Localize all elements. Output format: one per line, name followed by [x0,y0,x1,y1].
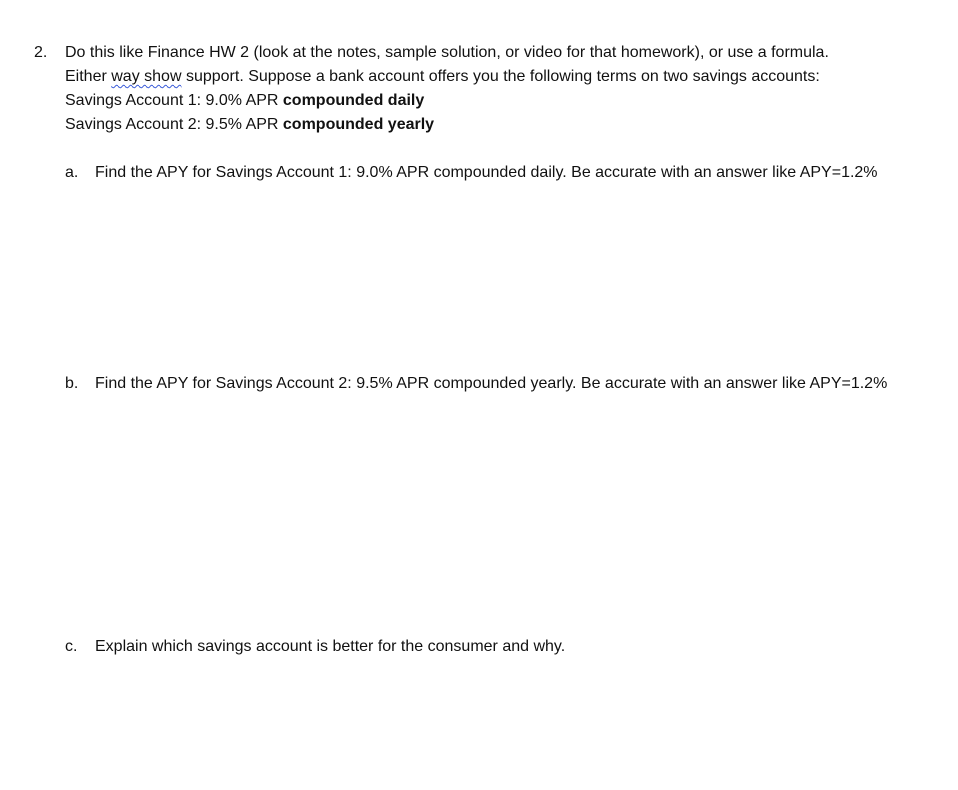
part-c-text: Explain which savings account is better for the consumer and why. [95,638,566,655]
account-1-terms [65,89,945,113]
part-a [65,161,878,185]
account-2-terms [65,113,945,137]
intro-line-2-end: support. Suppose a bank account offers you the following terms on two savings accounts: [181,68,820,85]
account-2-compounding: compounded yearly [282,116,435,133]
part-b-text: Find the APY for Savings Account 2: 9.5% APR compounded yearly. Be accurate with an answer like APY=1.2% [95,375,888,392]
account-1-compounding: compounded daily [282,92,425,109]
intro-line-1: Do this like Finance HW 2 (look at the notes, sample solution, or video for that homework), or use a formula. [65,44,829,61]
part-a-text: Find the APY for Savings Account 1: 9.0% APR compounded daily. Be accurate with an answer like APY=1.2% [95,164,878,181]
spellcheck-flagged-text: way show [111,68,182,85]
part-a-letter: a. [65,164,79,181]
part-b-letter: b. [65,375,79,392]
problem-intro [65,41,945,137]
account-1-prefix: Savings Account 1: 9.0% APR [65,92,283,109]
account-2-prefix: Savings Account 2: 9.5% APR [65,116,283,133]
part-c [65,635,565,659]
part-c-letter: c. [65,638,78,655]
intro-line-2-start: Either [65,68,112,85]
intro-line-2 [65,65,945,89]
part-b [65,372,887,396]
problem-number: 2. [34,44,48,61]
